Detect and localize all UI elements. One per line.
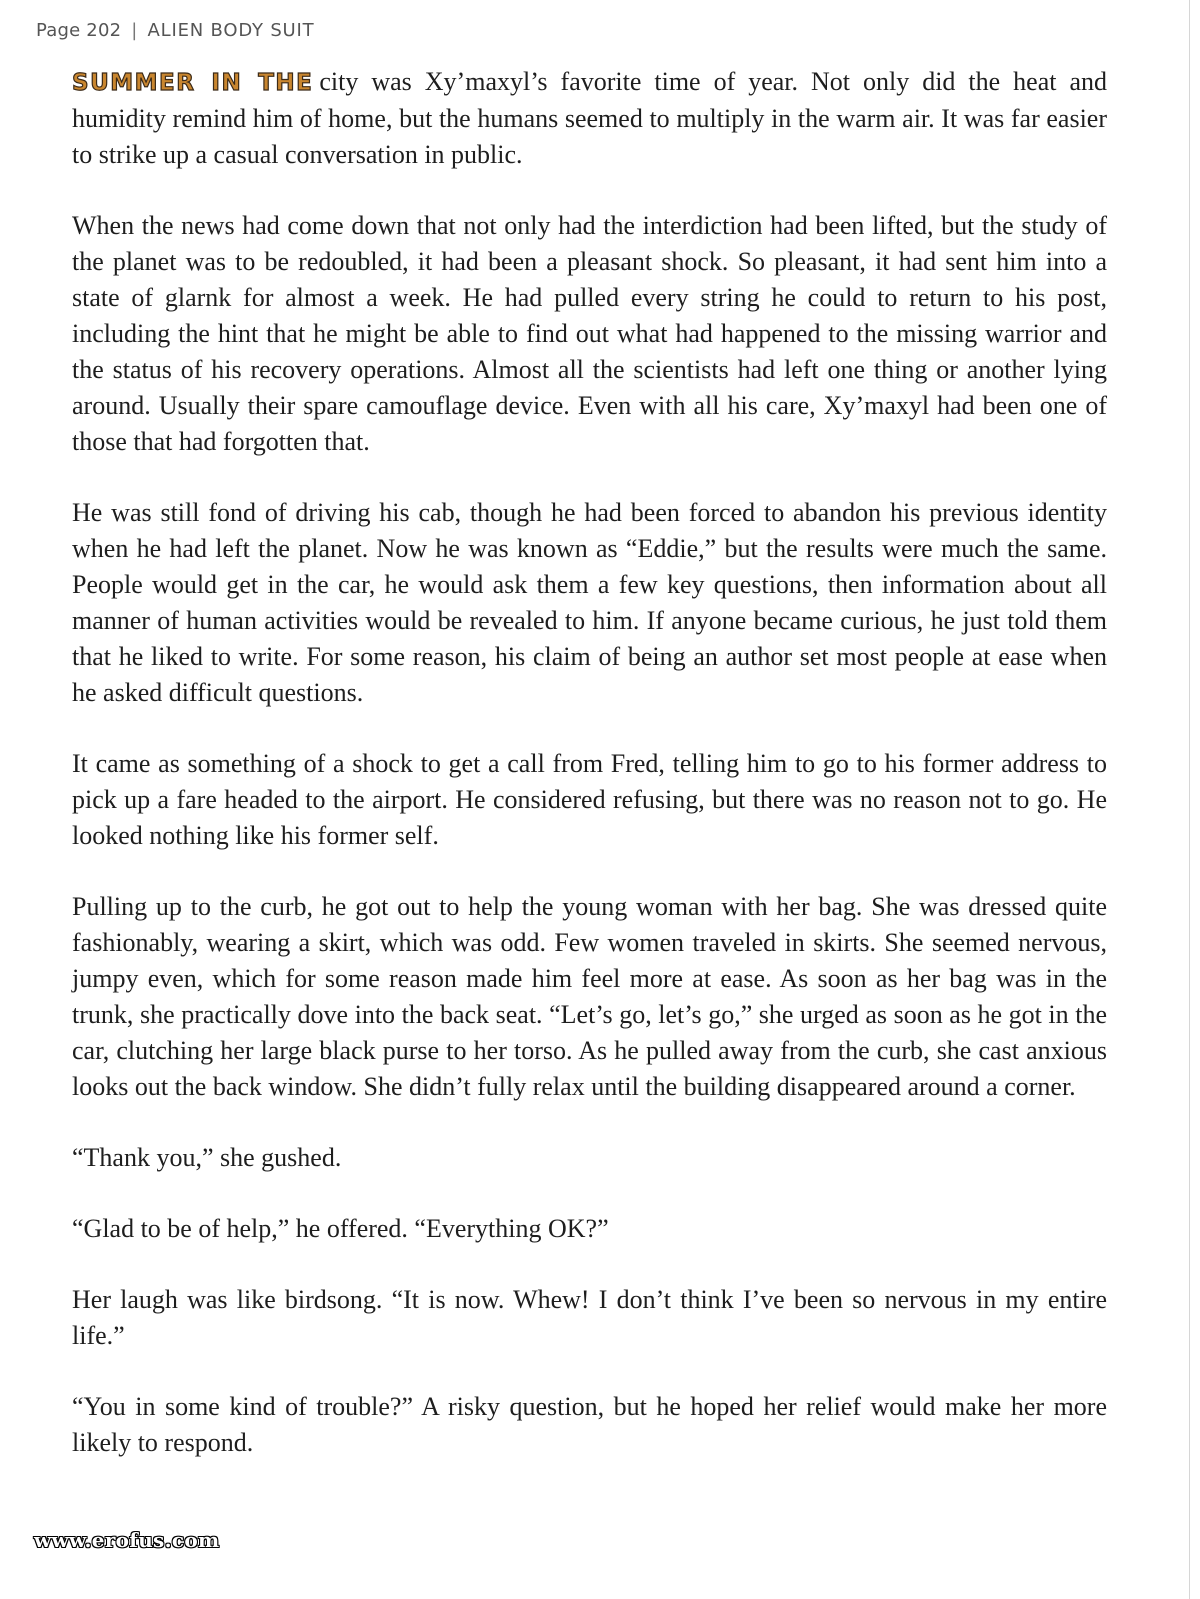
page-number: Page 202 (36, 20, 122, 41)
header-separator: | (131, 20, 138, 41)
page-edge-line (1189, 0, 1190, 1599)
paragraph-1 (72, 64, 1107, 173)
paragraph-4: It came as something of a shock to get a call from Fred, telling him to go to his former address to pick up a fare headed to the airport. He considered refusing, but there was no reason not to go. He looked nothing like his former self. (72, 749, 1107, 850)
paragraph-8: Her laugh was like birdsong. “It is now. Whew! I don’t think I’ve been so nervous in my entire life.” (72, 1285, 1107, 1350)
paragraph-3: He was still fond of driving his cab, though he had been forced to abandon his previous identity when he had left the planet. Now he was known as “Eddie,” but the results were much the same. People would get in the car, he would ask them a few key questions, then information about all manner of human activities would be revealed to him. If anyone became curious, he just told them that he liked to write. For some reason, his claim of being an author set most people at ease when he asked difficult questions. (72, 498, 1107, 707)
paragraph-1-text: city was Xy’maxyl’s favorite time of year. Not only did the heat and humidity remind him of home, but the humans seemed to multiply in the warm air. It was far easier to strike up a casual conversation in public. (72, 67, 1107, 169)
paragraph-5: Pulling up to the curb, he got out to help the young woman with her bag. She was dressed quite fashionably, wearing a skirt, which was odd. Few women traveled in skirts. She seemed nervous, jumpy even, which for some reason made him feel more at ease. As soon as her bag was in the trunk, she practically dove into the back seat. “Let’s go, let’s go,” she urged as soon as he got in the car, clutching her large black purse to her torso. As he pulled away from the curb, she cast anxious looks out the back window. She didn’t fully relax until the building disappeared around a corner. (72, 892, 1107, 1101)
paragraph-2: When the news had come down that not only had the interdiction had been lifted, but the study of the planet was to be redoubled, it had been a pleasant shock. So pleasant, it had sent him into a state of glarnk for almost a week. He had pulled every string he could to return to his post, including the hint that he might be able to find out what had happened to the missing warrior and the status of his recovery operations. Almost all the scientists had left one thing or another lying around. Usually their spare camouflage device. Even with all his care, Xy’maxyl had been one of those that had forgotten that. (72, 211, 1107, 456)
body-text (72, 64, 1107, 1496)
running-header (36, 20, 314, 41)
paragraph-9: “You in some kind of trouble?” A risky question, but he hoped her relief would make her more likely to respond. (72, 1392, 1107, 1457)
site-watermark: www.erofus.com (34, 1528, 220, 1552)
paragraph-7: “Glad to be of help,” he offered. “Everything OK?” (72, 1214, 609, 1243)
lead-in-small-caps: SUMMER IN THE (72, 70, 314, 96)
paragraph-6: “Thank you,” she gushed. (72, 1143, 342, 1172)
book-title: ALIEN BODY SUIT (147, 20, 315, 41)
